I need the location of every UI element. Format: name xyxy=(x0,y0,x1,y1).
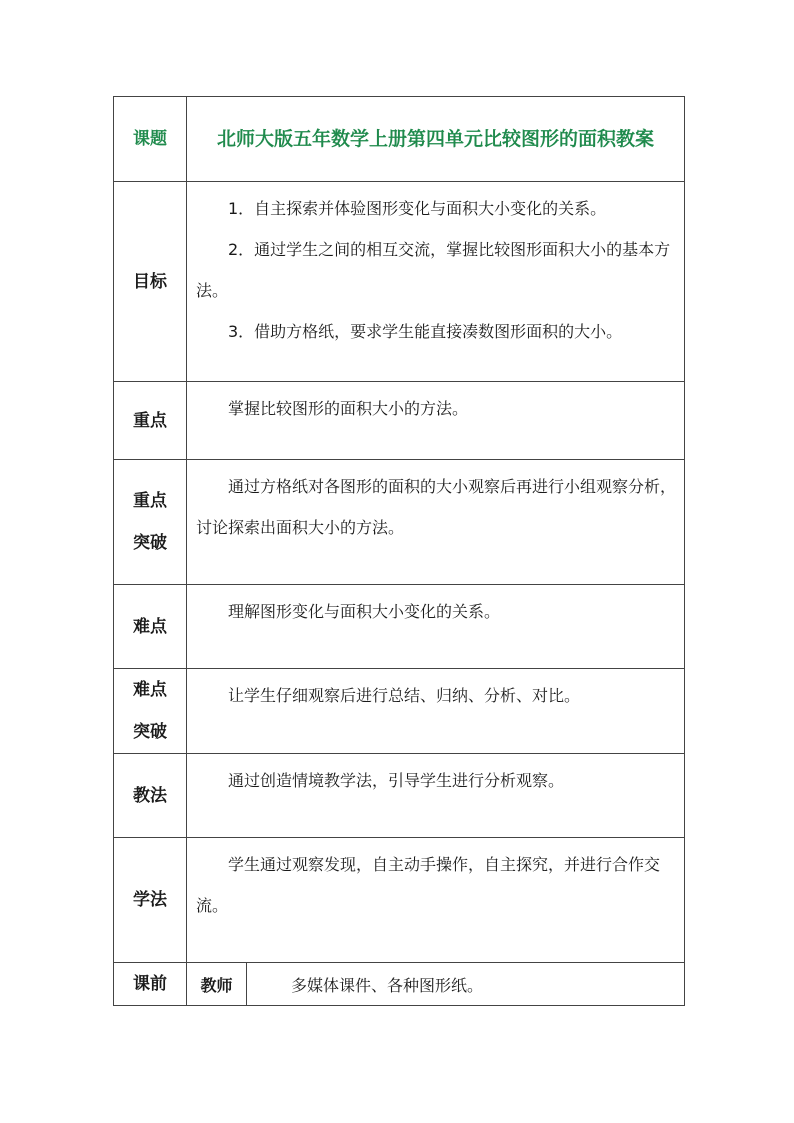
paragraph: 通过创造情境教学法，引导学生进行分析观察。 xyxy=(228,771,565,790)
row-label: 重点 xyxy=(114,382,187,460)
row-content xyxy=(187,838,685,963)
row-content xyxy=(187,382,685,460)
row-goals xyxy=(114,182,685,382)
paragraph: 理解图形变化与面积大小变化的关系。 xyxy=(228,602,501,621)
paragraph: 通过方格纸对各图形的面积的大小观察后再进行小组观察分析，讨论探索出面积大小的方法。 xyxy=(196,477,677,537)
paragraph: 1．自主探索并体验图形变化与面积大小变化的关系。 xyxy=(228,199,607,218)
lesson-title: 北师大版五年数学上册第四单元比较图形的面积教案 xyxy=(187,97,685,182)
row-label: 难点 xyxy=(114,585,187,669)
row-key-point xyxy=(114,382,685,460)
row-pre-class xyxy=(114,963,685,1006)
sub-label-teacher: 教师 xyxy=(187,963,247,1006)
row-label: 目标 xyxy=(114,182,187,382)
paragraph: 让学生仔细观察后进行总结、归纳、分析、对比。 xyxy=(228,686,581,705)
row-content xyxy=(187,669,685,754)
row-learning-method xyxy=(114,838,685,963)
paragraph: 学生通过观察发现，自主动手操作，自主探究，并进行合作交流。 xyxy=(196,855,661,915)
row-content xyxy=(187,754,685,838)
paragraph: 2．通过学生之间的相互交流，掌握比较图形面积大小的基本方法。 xyxy=(196,240,671,300)
row-difficulty-breakthrough xyxy=(114,669,685,754)
paragraph: 掌握比较图形的面积大小的方法。 xyxy=(228,399,469,418)
row-label: 教法 xyxy=(114,754,187,838)
row-key-breakthrough xyxy=(114,460,685,585)
paragraph: 3．借助方格纸，要求学生能直接凑数图形面积的大小。 xyxy=(228,322,623,341)
row-content xyxy=(187,585,685,669)
row-label: 课前 xyxy=(114,963,187,1006)
title-row xyxy=(114,97,685,182)
row-difficulty xyxy=(114,585,685,669)
row-teaching-method xyxy=(114,754,685,838)
row-label: 难点 突破 xyxy=(114,669,187,754)
title-label: 课题 xyxy=(114,97,187,182)
row-label: 重点 突破 xyxy=(114,460,187,585)
row-content: 多媒体课件、各种图形纸。 xyxy=(247,963,685,1006)
row-label: 学法 xyxy=(114,838,187,963)
row-content xyxy=(187,182,685,382)
row-content xyxy=(187,460,685,585)
lesson-plan-table xyxy=(113,96,685,1006)
